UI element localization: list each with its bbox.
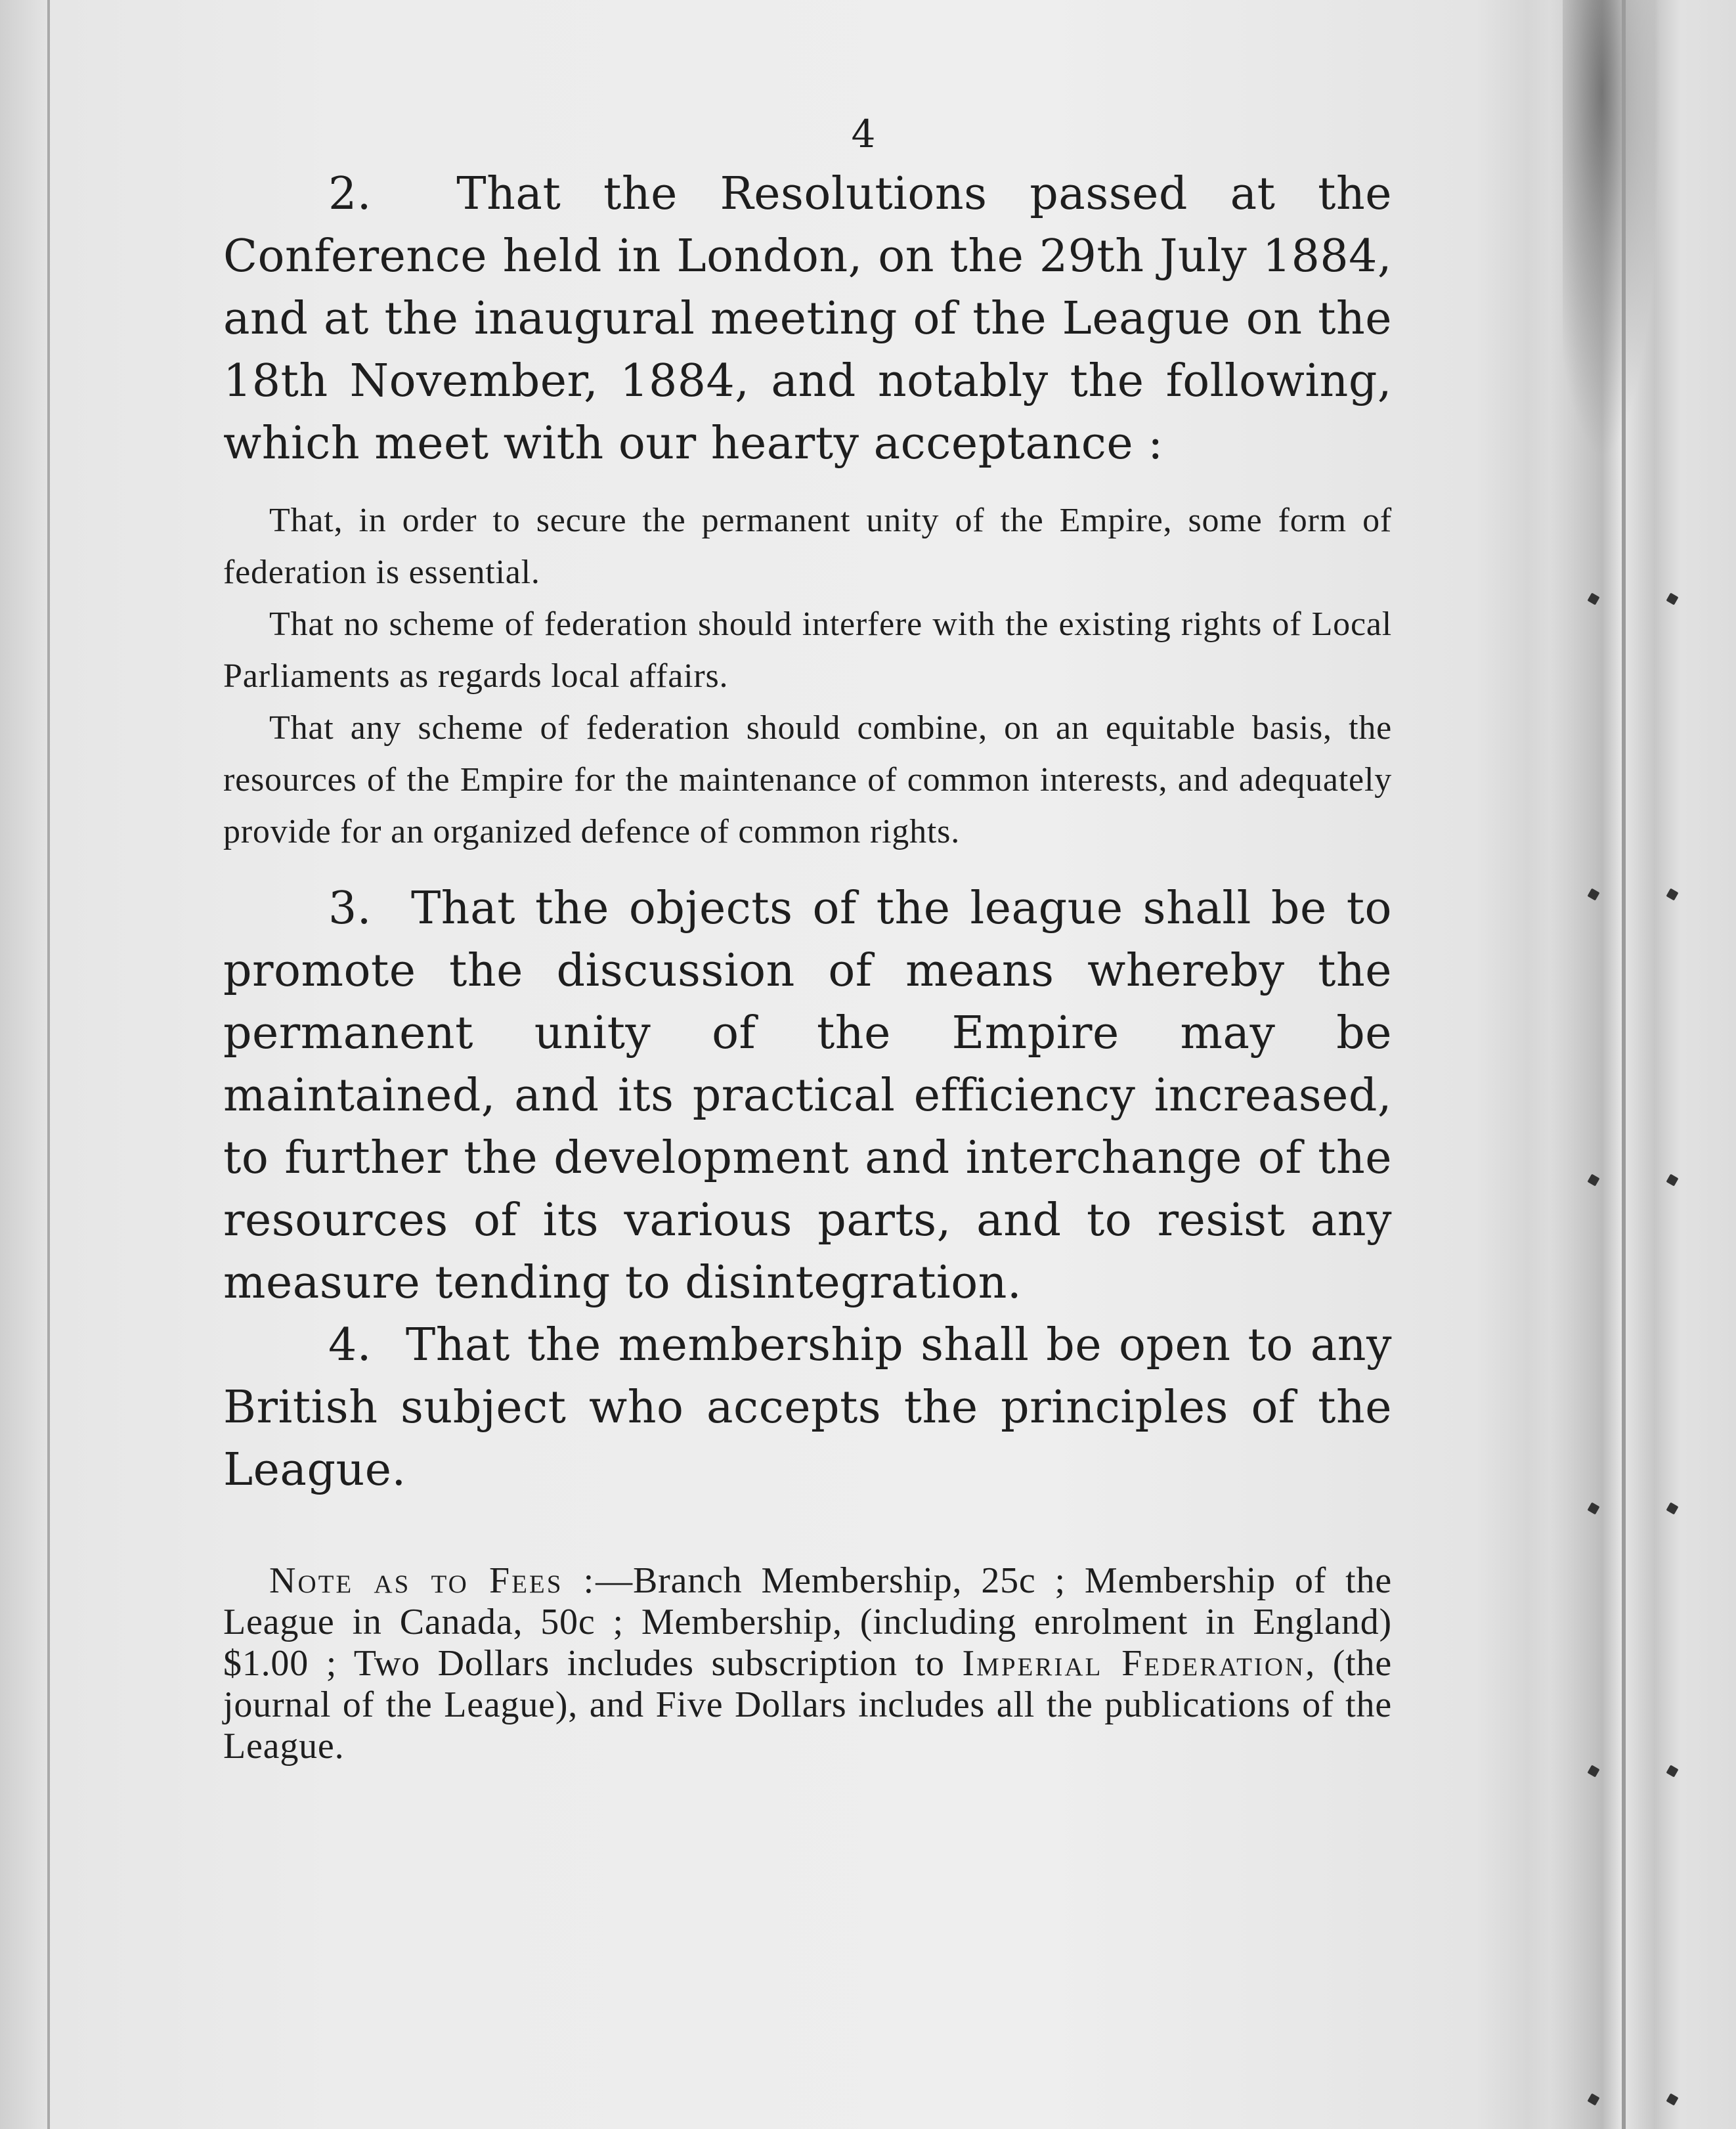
note-text-1: —Branch Membership, 25c ; Membership of the League in Canada, 50c ; Membership, (including enrolment in England) $1.00 ; Two Dollars includes subscription to bbox=[223, 1560, 1392, 1684]
resolution-item-3 bbox=[223, 877, 1392, 1314]
gutter-line bbox=[1622, 0, 1626, 2129]
resolution-item-2 bbox=[223, 163, 1392, 475]
item-text: That the objects of the league shall be to promote the discussion of means whereby the permanent unity of the Empire may be maintained, and its practical efficiency increased, to further the development and interchange of the resources of its various parts, and to resist any measure tending to disintegration. bbox=[223, 883, 1392, 1309]
resolution-item-4 bbox=[223, 1314, 1392, 1501]
item-number: 3. bbox=[328, 883, 372, 934]
quoted-resolution: That any scheme of federation should combine, on an equitable basis, the resources of the Empire for the maintenance of common interests, and adequately provide for an organized defence of common rights. bbox=[223, 709, 1392, 850]
note-text-2: , (the journal of the League), and Five Dollars includes all the publications of the League. bbox=[223, 1643, 1392, 1767]
fees-note bbox=[223, 1560, 1392, 1767]
journal-name: Imperial Federation bbox=[962, 1643, 1306, 1684]
quoted-resolution: That no scheme of federation should interfere with the existing rights of Local Parliaments as regards local affairs. bbox=[223, 605, 1392, 695]
quoted-resolutions bbox=[223, 494, 1392, 858]
item-number: 2. bbox=[328, 168, 372, 220]
page-edge bbox=[47, 0, 50, 2129]
note-label: Note as to Fees : bbox=[269, 1560, 596, 1601]
quoted-resolution: That, in order to secure the permanent unity of the Empire, some form of federation is essential. bbox=[223, 502, 1392, 591]
page-number: 4 bbox=[851, 112, 876, 156]
page-content bbox=[223, 112, 1392, 1804]
item-text: That the membership shall be open to any British subject who accepts the principles of the League. bbox=[223, 1319, 1392, 1496]
item-text: That the Resolutions passed at the Conference held in London, on the 29th July 1884, and at the inaugural meeting of the League on the 18th November, 1884, and notably the following, which meet with our hearty acceptance : bbox=[223, 168, 1392, 470]
gutter-smudge bbox=[1563, 0, 1661, 460]
item-number: 4. bbox=[328, 1319, 372, 1371]
